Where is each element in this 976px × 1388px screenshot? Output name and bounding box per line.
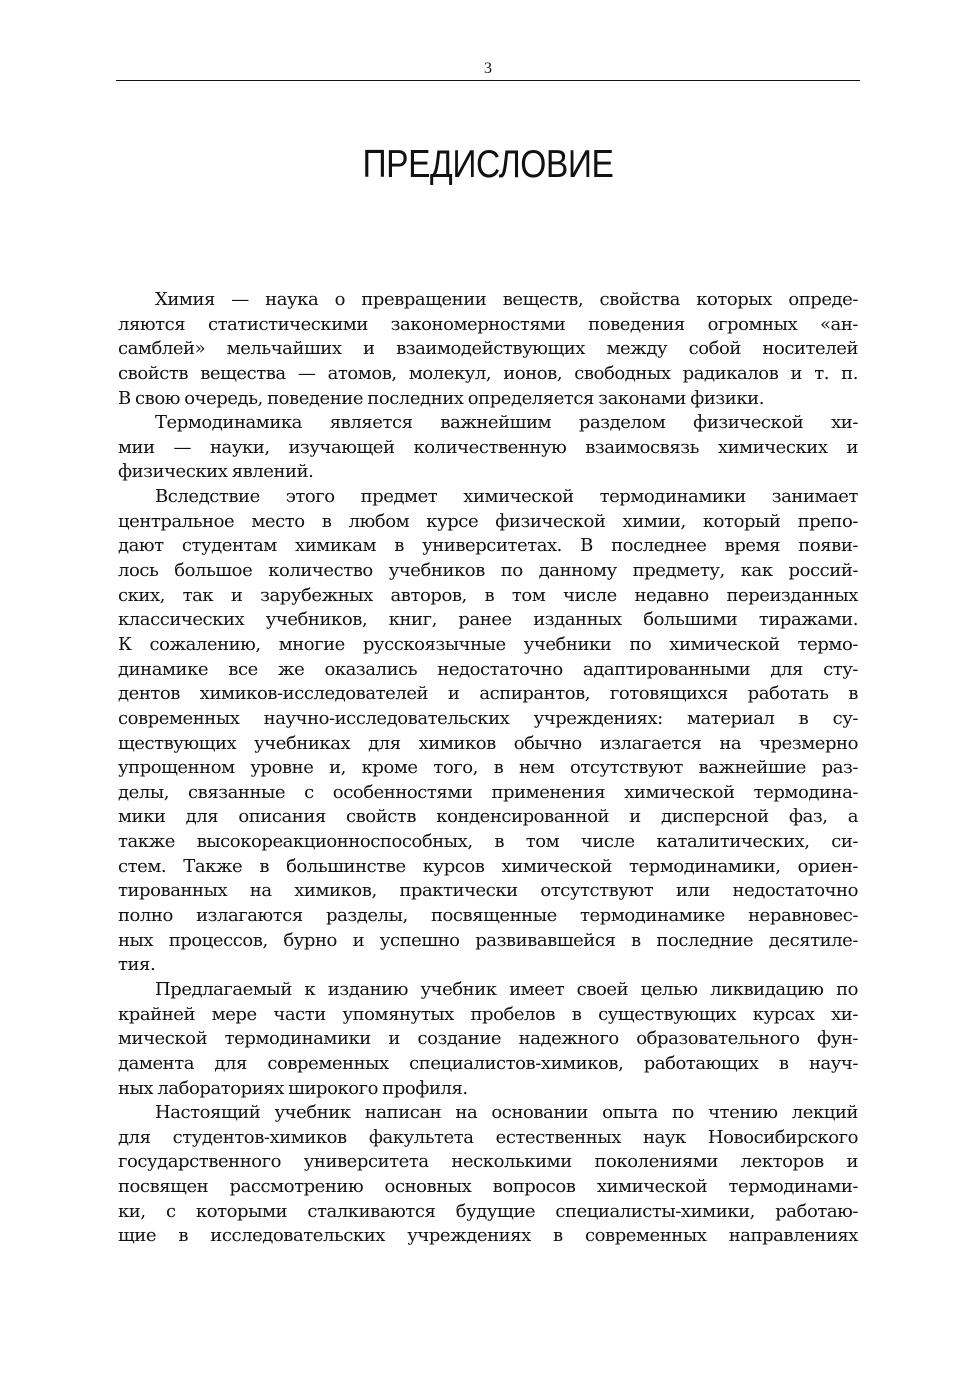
- text-line: тия.: [118, 954, 156, 976]
- text-line: лось большое количество учебников по данному предмету, как россий-: [118, 560, 858, 582]
- text-line: мии — науки, изучающей количественную взаимосвязь химических и: [118, 436, 858, 458]
- text-line: Вследствие этого предмет химической термодинамики занимает: [155, 486, 858, 508]
- text-line: полно излагаются разделы, посвященные термодинамике неравновес-: [118, 905, 858, 927]
- text-line: щие в исследовательских учреждениях в современных направлениях: [118, 1225, 858, 1247]
- text-line: К сожалению, многие русскоязычные учебники по химической термо-: [118, 633, 858, 655]
- page-title: ПРЕДИСЛОВИЕ: [362, 143, 614, 186]
- text-line: упрощенном уровне и, кроме того, в нем отсутствуют важнейшие раз-: [118, 757, 858, 779]
- text-line: современных научно-исследовательских учреждениях: материал в су-: [118, 707, 858, 729]
- text-line: В свою очередь, поведение последних определяется законами физики.: [118, 387, 764, 409]
- text-line: Предлагаемый к изданию учебник имеет своей целью ликвидацию по: [155, 978, 858, 1000]
- text-line: посвящен рассмотрению основных вопросов химической термодинами-: [118, 1176, 858, 1198]
- text-line: дентов химиков-исследователей и аспирантов, готовящихся работать в: [118, 683, 858, 705]
- text-line: тированных на химиков, практически отсутствуют или недостаточно: [118, 880, 858, 902]
- text-line: ных лабораториях широкого профиля.: [118, 1077, 468, 1099]
- text-line: центральное место в любом курсе физической химии, который препо-: [118, 510, 858, 532]
- text-line: самблей» мельчайших и взаимодействующих между собой носителей: [118, 338, 858, 360]
- text-line: для студентов-химиков факультета естественных наук Новосибирского: [118, 1126, 858, 1148]
- text-line: делы, связанные с особенностями применения химической термодина-: [118, 781, 858, 803]
- text-line: Настоящий учебник написан на основании опыта по чтению лекций: [155, 1102, 858, 1124]
- text-line: динамике все же оказались недостаточно адаптированными для сту-: [118, 658, 858, 680]
- text-line: свойств вещества — атомов, молекул, ионов, свободных радикалов и т. п.: [118, 362, 858, 384]
- page-number: 3: [484, 60, 492, 77]
- text-line: государственного университета несколькими поколениями лекторов и: [118, 1151, 858, 1173]
- text-line: ляются статистическими закономерностями поведения огромных «ан-: [118, 313, 858, 335]
- text-line: ских, так и зарубежных авторов, в том числе недавно переизданных: [118, 584, 858, 606]
- text-line: классических учебников, книг, ранее изданных большими тиражами.: [118, 609, 858, 631]
- paragraph: [118, 411, 858, 485]
- text-line: стем. Также в большинстве курсов химической термодинамики, ориен-: [118, 855, 858, 877]
- text-line: также высокореакционноспособных, в том числе каталитических, си-: [118, 831, 858, 853]
- text-line: дают студентам химикам в университетах. В последнее время появи-: [118, 535, 858, 557]
- header-rule: [116, 80, 860, 81]
- text-line: ных процессов, бурно и успешно развивавшейся в последние десятиле-: [118, 929, 858, 951]
- body-text: [118, 288, 858, 1249]
- text-line: ки, с которыми сталкиваются будущие специалисты-химики, работаю-: [118, 1200, 858, 1222]
- text-line: мики для описания свойств конденсированной и дисперсной фаз, а: [118, 806, 858, 828]
- text-line: мической термодинамики и создание надежного образовательного фун-: [118, 1028, 858, 1050]
- paragraph: [118, 485, 858, 978]
- text-line: ществующих учебниках для химиков обычно излагается на чрезмерно: [118, 732, 858, 754]
- text-line: физических явлений.: [118, 461, 314, 483]
- text-line: Химия — наука о превращении веществ, свойства которых опреде-: [155, 289, 858, 310]
- paragraph: [118, 978, 858, 1101]
- paragraph: [118, 1101, 858, 1249]
- paragraph: [118, 288, 858, 411]
- text-line: крайней мере части упомянутых пробелов в существующих курсах хи-: [118, 1003, 858, 1025]
- text-line: Термодинамика является важнейшим разделом физической хи-: [155, 412, 858, 434]
- text-line: дамента для современных специалистов-химиков, работающих в науч-: [118, 1052, 858, 1074]
